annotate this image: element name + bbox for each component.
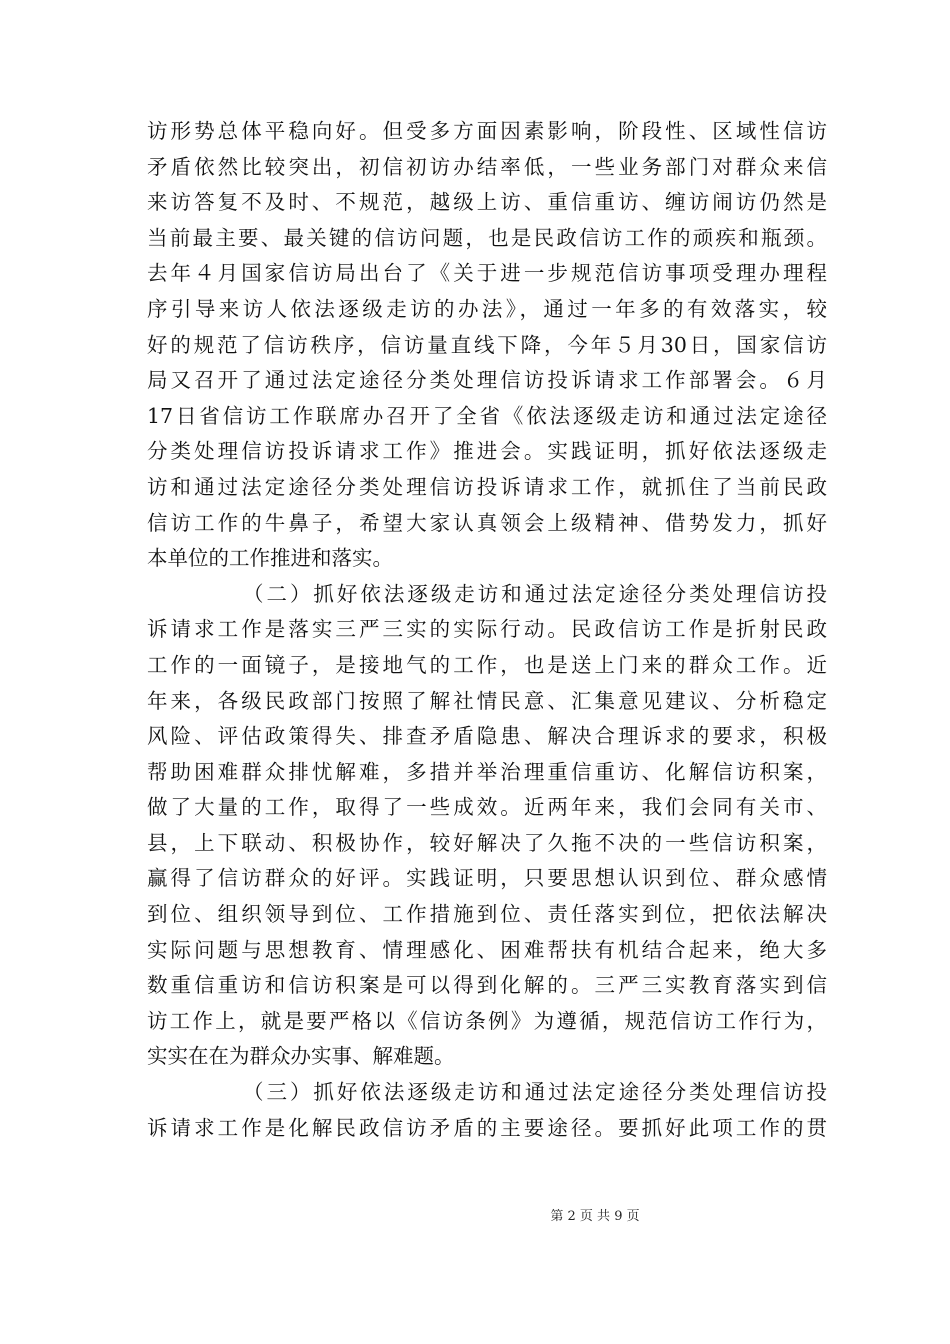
section-heading-line: （二）抓好依法逐级走访和通过法定途径分类处理信访投 bbox=[243, 581, 827, 606]
text-line: 好的规范了信访秩序，信访量直线下降，今年５月30日，国家信访 bbox=[147, 332, 827, 357]
text-line: 信访工作的牛鼻子，希望大家认真领会上级精神、借势发力，抓好 bbox=[147, 510, 827, 535]
text-line: 访形势总体平稳向好。但受多方面因素影响，阶段性、区域性信访 bbox=[147, 119, 827, 143]
page-number: 第 2 页 共 9 页 bbox=[550, 1209, 640, 1224]
text-line: 局又召开了通过法定途径分类处理信访投诉请求工作部署会。６月 bbox=[147, 368, 827, 393]
text-line: 实实在在为群众办实事、解难题。 bbox=[147, 1044, 455, 1069]
document-body bbox=[147, 114, 827, 1146]
text-line: 到位、组织领导到位、工作措施到位、责任落实到位，把依法解决 bbox=[147, 902, 827, 927]
text-line: 当前最主要、最关键的信访问题，也是民政信访工作的顽疾和瓶颈。 bbox=[147, 225, 827, 250]
page-footer bbox=[0, 1205, 950, 1224]
text-line: 县，上下联动、积极协作，较好解决了久拖不决的一些信访积案， bbox=[147, 830, 827, 855]
text-line: 诉请求工作是落实三严三实的实际行动。民政信访工作是折射民政 bbox=[147, 617, 827, 642]
text-line: 去年４月国家信访局出台了《关于进一步规范信访事项受理办理程 bbox=[147, 261, 827, 286]
text-line: 做了大量的工作，取得了一些成效。近两年来，我们会同有关市、 bbox=[147, 795, 827, 820]
text-line: 实际问题与思想教育、情理感化、困难帮扶有机结合起来，绝大多 bbox=[147, 937, 827, 962]
section-heading-line: （三）抓好依法逐级走访和通过法定途径分类处理信访投 bbox=[243, 1080, 827, 1105]
text-line: 工作的一面镜子，是接地气的工作，也是送上门来的群众工作。近 bbox=[147, 652, 827, 677]
text-line: 年来，各级民政部门按照了解社情民意、汇集意见建议、分析稳定 bbox=[147, 688, 827, 713]
text-line: 来访答复不及时、不规范，越级上访、重信重访、缠访闹访仍然是 bbox=[147, 190, 827, 215]
text-line: 风险、评估政策得失、排查矛盾隐患、解决合理诉求的要求，积极 bbox=[147, 724, 827, 749]
text-line: 帮助困难群众排忧解难，多措并举治理重信重访、化解信访积案， bbox=[147, 759, 827, 784]
text-line: 诉请求工作是化解民政信访矛盾的主要途径。要抓好此项工作的贯 bbox=[147, 1115, 827, 1140]
text-line: 数重信重访和信访积案是可以得到化解的。三严三实教育落实到信 bbox=[147, 973, 827, 998]
text-line: 访和通过法定途径分类处理信访投诉请求工作，就抓住了当前民政 bbox=[147, 474, 827, 499]
text-line: 赢得了信访群众的好评。实践证明，只要思想认识到位、群众感情 bbox=[147, 866, 827, 891]
text-line: 17日省信访工作联席办召开了全省《依法逐级走访和通过法定途径 bbox=[147, 403, 827, 428]
text-line: 访工作上，就是要严格以《信访条例》为遵循，规范信访工作行为， bbox=[147, 1008, 827, 1033]
text-line: 序引导来访人依法逐级走访的办法》，通过一年多的有效落实，较 bbox=[147, 296, 827, 321]
text-line: 本单位的工作推进和落实。 bbox=[147, 546, 393, 571]
text-line: 矛盾依然比较突出，初信初访办结率低，一些业务部门对群众来信 bbox=[147, 154, 827, 179]
text-line: 分类处理信访投诉请求工作》推进会。实践证明，抓好依法逐级走 bbox=[147, 439, 827, 464]
